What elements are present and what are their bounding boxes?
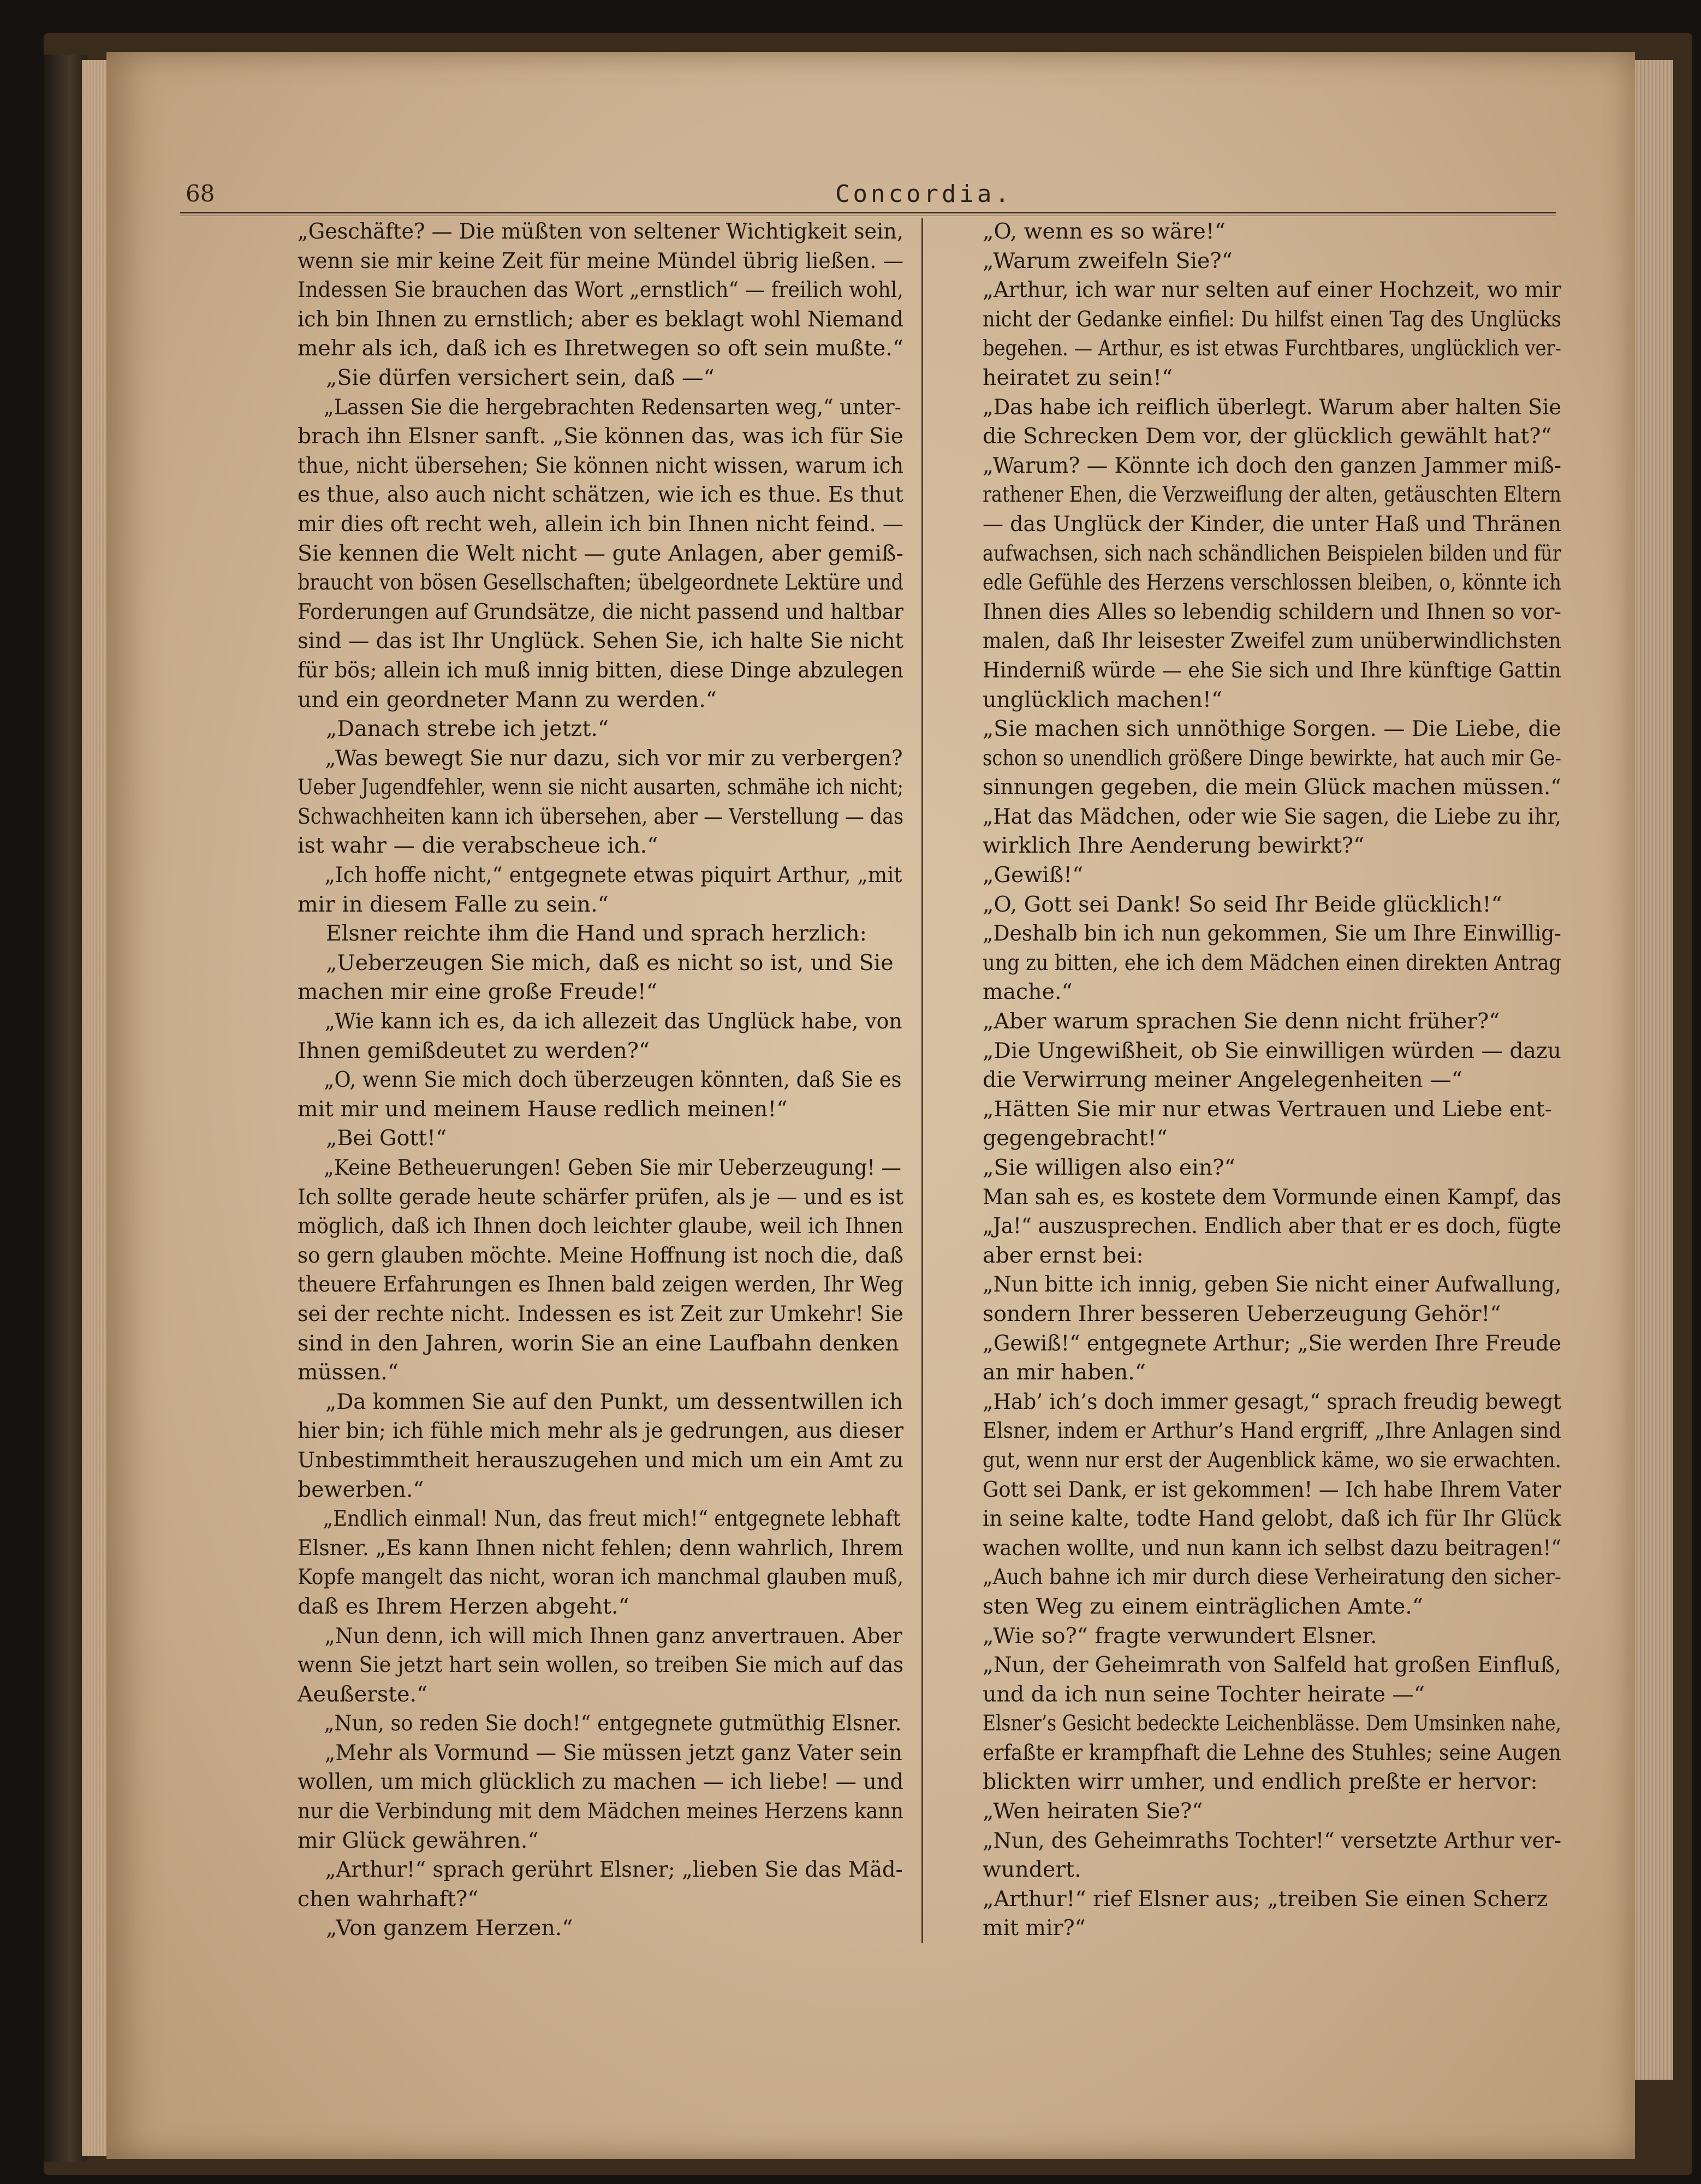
text-line: edle Gefühle des Herzens verschlossen bleiben, o, könnte ich [983, 570, 1561, 596]
text-line: Elsner’s Gesicht bedeckte Leichenblässe. Dem Umsinken nahe, [983, 1711, 1561, 1736]
text-line: „O, Gott sei Dank! So seid Ihr Beide glücklich!“ [983, 891, 1502, 917]
text-line: theuere Erfahrungen es Ihnen bald zeigen werden, Ihr Weg [298, 1272, 903, 1298]
text-line: „Geschäfte? — Die müßten von seltener Wichtigkeit sein, [298, 219, 903, 244]
text-line: „Bei Gott!“ [326, 1126, 447, 1151]
left-column [298, 217, 903, 1943]
text-line: die Verwirrung meiner Angelegenheiten —“ [983, 1067, 1462, 1093]
text-line: aufwachsen, sich nach schändlichen Beispielen bilden und für [983, 540, 1561, 566]
text-line: wundert. [983, 1857, 1081, 1883]
text-line: mir in diesem Falle zu sein.“ [298, 891, 609, 917]
text-line: Elsner. „Es kann Ihnen nicht fehlen; denn wahrlich, Ihrem [298, 1535, 903, 1561]
text-line: „Nun, der Geheimrath von Salfeld hat großen Einfluß, [983, 1652, 1561, 1678]
text-line: „Sie dürfen versichert sein, daß —“ [326, 365, 715, 390]
text-line: mir dies oft recht weh, allein ich bin Ihnen nicht feind. — [298, 511, 903, 537]
text-line: „Hat das Mädchen, oder wie Sie sagen, die Liebe zu ihr, [983, 804, 1561, 829]
text-line: begehen. — Arthur, es ist etwas Furchtbares, unglücklich ver- [983, 336, 1561, 361]
text-line: „Hab’ ich’s doch immer gesagt,“ sprach freudig bewegt [983, 1389, 1561, 1414]
text-line: Schwachheiten kann ich übersehen, aber — Verstellung — das [298, 804, 903, 829]
text-line: ist wahr — die verabscheue ich.“ [298, 833, 658, 859]
text-line: Ueber Jugendfehler, wenn sie nicht ausarten, schmähe ich nicht; [298, 775, 903, 800]
text-line: „Sie willigen also ein?“ [983, 1155, 1235, 1180]
text-line: an mir haben.“ [983, 1360, 1146, 1385]
text-line: „Hätten Sie mir nur etwas Vertrauen und Liebe ent- [983, 1096, 1552, 1122]
text-line: Ihnen gemißdeutet zu werden?“ [298, 1038, 650, 1063]
text-line: Elsner reichte ihm die Hand und sprach herzlich: [326, 921, 867, 947]
text-line: mache.“ [983, 979, 1073, 1005]
text-line: Aeußerste.“ [298, 1681, 428, 1707]
text-line: machen mir eine große Freude!“ [298, 979, 657, 1005]
text-line: thue, nicht übersehen; Sie können nicht wissen, warum ich [298, 453, 903, 478]
text-line: wachen wollte, und nun kann ich selbst dazu beitragen!“ [983, 1535, 1561, 1561]
text-line: unglücklich machen!“ [983, 687, 1223, 712]
text-line: mir Glück gewähren.“ [298, 1828, 539, 1853]
text-line: ich bin Ihnen zu ernstlich; aber es beklagt wohl Niemand [298, 306, 903, 332]
text-line: hier bin; ich fühle mich mehr als je gedrungen, aus dieser [298, 1418, 903, 1444]
text-line: „Arthur!“ sprach gerührt Elsner; „lieben Sie das Mäd- [325, 1857, 903, 1883]
text-line: müssen.“ [298, 1360, 399, 1385]
text-line: gut, wenn nur erst der Augenblick käme, wo sie erwachten. [983, 1447, 1561, 1473]
text-line: „Wen heiraten Sie?“ [983, 1799, 1203, 1824]
text-line: sei der rechte nicht. Indessen es ist Zeit zur Umkehr! Sie [298, 1301, 903, 1326]
text-line: gegengebracht!“ [983, 1126, 1168, 1151]
text-line: Forderungen auf Grundsätze, die nicht passend und haltbar [298, 599, 903, 624]
text-line: Indessen Sie brauchen das Wort „ernstlich“ — freilich wohl, [298, 277, 903, 303]
text-line: möglich, daß ich Ihnen doch leichter glaube, weil ich Ihnen [298, 1213, 903, 1239]
text-line: Ihnen dies Alles so lebendig schildern und Ihnen so vor- [983, 599, 1561, 624]
text-line: und da ich nun seine Tochter heirate —“ [983, 1681, 1425, 1707]
text-line: ung zu bitten, ehe ich dem Mädchen einen direkten Antrag [983, 950, 1561, 975]
book-spine [44, 55, 87, 2162]
header-rule [180, 212, 1556, 213]
text-line: „Warum? — Könnte ich doch den ganzen Jammer miß- [983, 453, 1561, 478]
text-line: „Das habe ich reiflich überlegt. Warum aber halten Sie [983, 394, 1561, 420]
text-line: „Ich hoffe nicht,“ entgegnete etwas piquirt Arthur, „mit [324, 862, 902, 888]
text-line: Ich sollte gerade heute schärfer prüfen, als je — und es ist [298, 1184, 903, 1210]
text-line: wenn Sie jetzt hart sein wollen, so treiben Sie mich auf das [298, 1652, 903, 1678]
text-line: braucht von bösen Gesellschaften; übelgeordnete Lektüre und [298, 570, 903, 596]
text-line: rathener Ehen, die Verzweiflung der alten, getäuschten Eltern [983, 482, 1561, 508]
text-line: bewerben.“ [298, 1477, 424, 1502]
text-line: „Gewiß!“ [983, 862, 1084, 888]
text-line: „O, wenn es so wäre!“ [983, 219, 1226, 244]
text-line: „Nun bitte ich innig, geben Sie nicht einer Aufwallung, [983, 1272, 1561, 1298]
text-line: für bös; allein ich muß innig bitten, diese Dinge abzulegen [298, 657, 903, 683]
text-line: „Mehr als Vormund — Sie müssen jetzt ganz Vater sein [324, 1740, 902, 1765]
text-line: „Ueberzeugen Sie mich, daß es nicht so ist, und Sie [326, 950, 894, 975]
text-line: Elsner, indem er Arthur’s Hand ergriff, „Ihre Anlagen sind [983, 1418, 1561, 1444]
text-line: mit mir?“ [983, 1915, 1086, 1941]
text-line: „Nun, des Geheimraths Tochter!“ versetzte Arthur ver- [983, 1828, 1561, 1853]
text-line: und ein geordneter Mann zu werden.“ [298, 687, 717, 712]
text-line: sind — das ist Ihr Unglück. Sehen Sie, ich halte Sie nicht [298, 628, 903, 654]
page-number: 68 [186, 180, 215, 207]
right-column [983, 217, 1561, 1943]
text-line: „Aber warum sprachen Sie denn nicht früher?“ [983, 1009, 1500, 1034]
text-line: „Nun, so reden Sie doch!“ entgegnete gutmüthig Elsner. [324, 1711, 902, 1736]
text-line: aber ernst bei: [983, 1242, 1144, 1268]
running-title: Concordia. [835, 180, 1013, 208]
text-line: daß es Ihrem Herzen abgeht.“ [298, 1593, 629, 1619]
text-line: „Was bewegt Sie nur dazu, sich vor mir zu verbergen? [325, 745, 903, 771]
column-divider [921, 218, 923, 1943]
text-line: so gern glauben möchte. Meine Hoffnung ist noch die, daß [298, 1242, 903, 1268]
text-line: mehr als ich, daß ich es Ihretwegen so oft sein mußte.“ [298, 336, 903, 361]
text-line: „Lassen Sie die hergebrachten Redensarten weg,“ unter- [323, 394, 901, 420]
text-line: die Schrecken Dem vor, der glücklich gewählt hat?“ [983, 424, 1552, 449]
text-line: „Da kommen Sie auf den Punkt, um dessentwillen ich [325, 1389, 903, 1414]
text-line: „Wie kann ich es, da ich allezeit das Unglück habe, von [324, 1009, 902, 1034]
text-line: „Arthur, ich war nur selten auf einer Hochzeit, wo mir [983, 277, 1561, 303]
text-line: sondern Ihrer besseren Ueberzeugung Gehör!“ [983, 1301, 1501, 1326]
text-line: in seine kalte, todte Hand gelobt, daß ich für Ihr Glück [983, 1506, 1561, 1532]
text-line: „Auch bahne ich mir durch diese Verheiratung den sicher- [983, 1564, 1561, 1590]
text-line: Man sah es, es kostete dem Vormunde einen Kampf, das [983, 1184, 1561, 1210]
text-line: wenn sie mir keine Zeit für meine Mündel übrig ließen. — [298, 248, 903, 273]
text-line: malen, daß Ihr leisester Zweifel zum unüberwindlichsten [983, 628, 1561, 654]
text-line: wirklich Ihre Aenderung bewirkt?“ [983, 833, 1365, 859]
text-line: „O, wenn Sie mich doch überzeugen könnten, daß Sie es [324, 1067, 902, 1093]
text-line: nicht der Gedanke einfiel: Du hilfst einen Tag des Unglücks [983, 306, 1561, 332]
text-line: Hinderniß würde — ehe Sie sich und Ihre künftige Gattin [983, 657, 1561, 683]
text-line: — das Unglück der Kinder, die unter Haß und Thränen [983, 511, 1561, 537]
text-line: Gott sei Dank, er ist gekommen! — Ich habe Ihrem Vater [983, 1477, 1561, 1502]
text-line: Sie kennen die Welt nicht — gute Anlagen, aber gemiß- [298, 540, 903, 566]
text-line: „Von ganzem Herzen.“ [326, 1915, 573, 1941]
text-line: „Keine Betheuerungen! Geben Sie mir Ueberzeugung! — [323, 1155, 901, 1180]
text-line: nur die Verbindung mit dem Mädchen meines Herzens kann [298, 1799, 903, 1824]
text-line: „Wie so?“ fragte verwundert Elsner. [983, 1623, 1377, 1649]
text-line: erfaßte er krampfhaft die Lehne des Stuhles; seine Augen [983, 1740, 1561, 1765]
text-line: sinnungen gegeben, die mein Glück machen müssen.“ [983, 775, 1561, 800]
text-line: Unbestimmtheit herauszugehen und mich um ein Amt zu [298, 1447, 903, 1473]
page-header [186, 180, 1550, 213]
text-line: sten Weg zu einem einträglichen Amte.“ [983, 1593, 1423, 1619]
text-line: blickten wirr umher, und endlich preßte er hervor: [983, 1769, 1538, 1795]
page-edges-right [1629, 60, 1673, 2080]
text-line: wollen, um mich glücklich zu machen — ich liebe! — und [298, 1769, 903, 1795]
text-line: es thue, also auch nicht schätzen, wie ich es thue. Es thut [298, 482, 903, 508]
text-line: „Arthur!“ rief Elsner aus; „treiben Sie einen Scherz [983, 1886, 1548, 1912]
text-line: „Deshalb bin ich nun gekommen, Sie um Ihre Einwillig- [983, 921, 1561, 947]
text-line: „Die Ungewißheit, ob Sie einwilligen würden — dazu [983, 1038, 1561, 1063]
text-line: heiratet zu sein!“ [983, 365, 1173, 390]
text-line: „Ja!“ auszusprechen. Endlich aber that er es doch, fügte [983, 1213, 1561, 1239]
text-line: „Warum zweifeln Sie?“ [983, 248, 1233, 273]
text-line: mit mir und meinem Hause redlich meinen!“ [298, 1096, 788, 1122]
text-line: brach ihn Elsner sanft. „Sie können das, was ich für Sie [298, 424, 903, 449]
text-line: schon so unendlich größere Dinge bewirkte, hat auch mir Ge- [983, 745, 1561, 771]
text-line: sind in den Jahren, worin Sie an eine Laufbahn denken [298, 1330, 899, 1356]
text-line: „Danach strebe ich jetzt.“ [326, 716, 609, 742]
text-line: „Gewiß!“ entgegnete Arthur; „Sie werden Ihre Freude [983, 1330, 1561, 1356]
text-line: chen wahrhaft?“ [298, 1886, 479, 1912]
text-line: „Endlich einmal! Nun, das freut mich!“ entgegnete lebhaft [323, 1506, 901, 1532]
text-line: Kopfe mangelt das nicht, woran ich manchmal glauben muß, [298, 1564, 903, 1590]
text-line: „Nun denn, ich will mich Ihnen ganz anvertrauen. Aber [324, 1623, 902, 1649]
text-line: „Sie machen sich unnöthige Sorgen. — Die Liebe, die [983, 716, 1561, 742]
